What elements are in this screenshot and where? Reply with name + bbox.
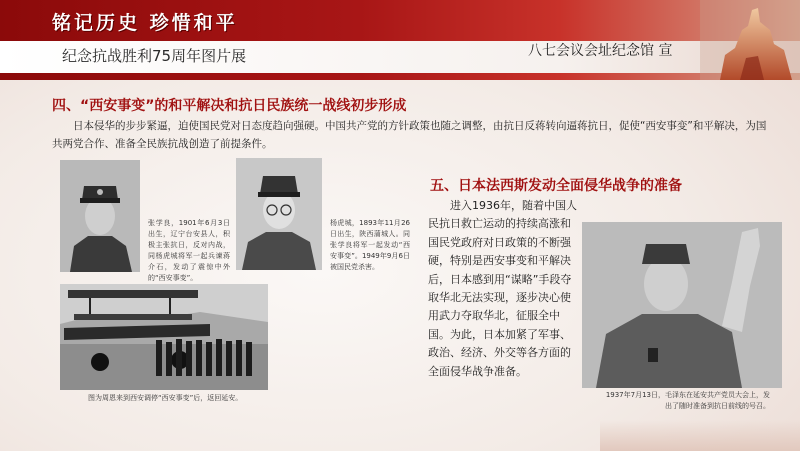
yang-hucheng-caption: 杨虎城，1893年11月26日出生，陕西蒲城人。同张学良将军一起发动“西安事变”。1949年9月6日被国民党杀害。 [330, 219, 410, 271]
zhang-xueliang-photo [60, 160, 140, 272]
mao-zedong-caption: 1937年7月13日，毛泽东在延安共产党员大会上，发出了随时准备到抗日前线的号召。 [605, 391, 770, 410]
zhang-xueliang-caption: 张学良，1901年6月3日出生，辽宁台安县人，积极主张抗日，反对内战，同杨虎城将军一起兵谏蒋介石，发动了震惊中外的“西安事变”。 [148, 219, 230, 282]
airplane-group-photo [60, 284, 268, 390]
organizer-label: 八七会议会址纪念馆 宣 [528, 43, 673, 59]
motto-title: 铭记历史 珍惜和平 [52, 12, 238, 34]
airplane-photo-caption: 图为周恩来到西安调停“西安事变”后，返回延安。 [88, 394, 243, 402]
section5-body: 进入1936年，随着中国人民抗日救亡运动的持续高涨和国民党政府对日政策的不断强硬，特别是西安事变和平解决后，日本感到用“谋略”手段夺取华北无法实现，逐步决心使用武力夺取华北，征服全中国。为此，日本加紧了军事、政治、经济、外交等各方面的全面侵华战争准备。 [428, 199, 577, 378]
bottom-decoration [600, 420, 800, 451]
section5-title: 五、日本法西斯发动全面侵华战争的准备 [430, 178, 682, 194]
exhibition-subtitle: 纪念抗战胜利75周年图片展 [62, 47, 247, 65]
monument-statue-image [700, 0, 800, 80]
mao-zedong-speech-photo [582, 222, 782, 388]
yang-hucheng-photo [236, 158, 322, 270]
section4-title: 四、“西安事变”的和平解决和抗日民族统一战线初步形成 [52, 98, 407, 114]
section4-body: 日本侵华的步步紧逼，迫使国民党对日态度趋向强硬。中国共产党的方针政策也随之调整，由抗日反蒋转向逼蒋抗日，促使“西安事变”和平解决，为国共两党合作、准备全民族抗战创造了前提条件。 [52, 120, 767, 150]
